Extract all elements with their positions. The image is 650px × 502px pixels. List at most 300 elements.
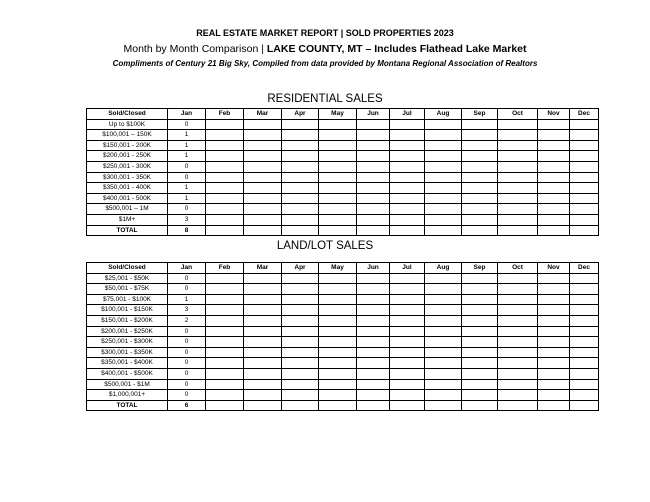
empty-month-cell	[357, 368, 390, 379]
empty-month-cell	[206, 305, 244, 316]
price-range-label: $350,001 - $400K	[87, 358, 168, 369]
empty-month-cell	[570, 368, 599, 379]
empty-month-cell	[282, 294, 319, 305]
empty-month-cell	[538, 119, 570, 130]
empty-month-cell	[462, 204, 498, 215]
jan-value: 0	[168, 390, 206, 401]
empty-month-cell	[206, 326, 244, 337]
column-header: Sold/Closed	[87, 109, 168, 120]
empty-month-cell	[425, 119, 462, 130]
empty-month-cell	[538, 379, 570, 390]
empty-month-cell	[570, 390, 599, 401]
empty-month-cell	[244, 151, 282, 162]
price-range-label: $1M+	[87, 214, 168, 225]
column-header: Sep	[462, 263, 498, 274]
empty-month-cell	[282, 326, 319, 337]
empty-month-cell	[206, 204, 244, 215]
column-header: Mar	[244, 109, 282, 120]
table-row	[87, 347, 599, 358]
empty-month-cell	[570, 130, 599, 141]
empty-month-cell	[538, 214, 570, 225]
empty-month-cell	[498, 294, 538, 305]
empty-month-cell	[570, 140, 599, 151]
jan-value: 0	[168, 379, 206, 390]
empty-month-cell	[390, 315, 425, 326]
empty-month-cell	[244, 273, 282, 284]
report-title: REAL ESTATE MARKET REPORT | SOLD PROPERTIES 2023	[196, 28, 454, 38]
empty-month-cell	[538, 193, 570, 204]
empty-month-cell	[282, 390, 319, 401]
empty-month-cell	[425, 172, 462, 183]
empty-month-cell	[498, 315, 538, 326]
price-range-label: $150,001 - $200K	[87, 315, 168, 326]
empty-month-cell	[538, 183, 570, 194]
empty-month-cell	[357, 315, 390, 326]
empty-month-cell	[462, 140, 498, 151]
column-header: Jun	[357, 263, 390, 274]
empty-month-cell	[425, 294, 462, 305]
empty-month-cell	[498, 390, 538, 401]
table-row	[87, 183, 599, 194]
jan-value: 0	[168, 273, 206, 284]
empty-month-cell	[357, 225, 390, 236]
empty-month-cell	[462, 273, 498, 284]
table-row	[87, 294, 599, 305]
empty-month-cell	[498, 225, 538, 236]
empty-month-cell	[462, 400, 498, 411]
empty-month-cell	[425, 390, 462, 401]
empty-month-cell	[390, 358, 425, 369]
empty-month-cell	[462, 161, 498, 172]
empty-month-cell	[538, 204, 570, 215]
empty-month-cell	[462, 119, 498, 130]
empty-month-cell	[244, 390, 282, 401]
empty-month-cell	[282, 337, 319, 348]
empty-month-cell	[498, 140, 538, 151]
empty-month-cell	[390, 204, 425, 215]
empty-month-cell	[425, 214, 462, 225]
table-row	[87, 119, 599, 130]
price-range-label: $1,000,001+	[87, 390, 168, 401]
table-row	[87, 130, 599, 141]
empty-month-cell	[319, 305, 357, 316]
jan-value: 0	[168, 161, 206, 172]
empty-month-cell	[498, 347, 538, 358]
empty-month-cell	[425, 358, 462, 369]
empty-month-cell	[244, 305, 282, 316]
empty-month-cell	[538, 151, 570, 162]
empty-month-cell	[244, 140, 282, 151]
jan-value: 0	[168, 326, 206, 337]
price-range-label: $250,001 - $300K	[87, 337, 168, 348]
price-range-label: $500,001 - $1M	[87, 379, 168, 390]
column-header: Apr	[282, 263, 319, 274]
empty-month-cell	[570, 326, 599, 337]
empty-month-cell	[570, 294, 599, 305]
empty-month-cell	[319, 161, 357, 172]
residential-sales-title: RESIDENTIAL SALES	[267, 93, 383, 105]
empty-month-cell	[570, 193, 599, 204]
empty-month-cell	[390, 193, 425, 204]
empty-month-cell	[357, 183, 390, 194]
empty-month-cell	[498, 172, 538, 183]
empty-month-cell	[498, 358, 538, 369]
empty-month-cell	[390, 284, 425, 295]
empty-month-cell	[498, 161, 538, 172]
empty-month-cell	[538, 284, 570, 295]
empty-month-cell	[282, 347, 319, 358]
table-row	[87, 326, 599, 337]
empty-month-cell	[319, 140, 357, 151]
empty-month-cell	[425, 326, 462, 337]
empty-month-cell	[570, 172, 599, 183]
empty-month-cell	[538, 305, 570, 316]
empty-month-cell	[244, 183, 282, 194]
empty-month-cell	[357, 273, 390, 284]
empty-month-cell	[244, 130, 282, 141]
table-row	[87, 337, 599, 348]
empty-month-cell	[462, 294, 498, 305]
empty-month-cell	[357, 358, 390, 369]
column-header: Jan	[168, 263, 206, 274]
empty-month-cell	[319, 130, 357, 141]
table-row	[87, 151, 599, 162]
empty-month-cell	[462, 130, 498, 141]
empty-month-cell	[282, 214, 319, 225]
empty-month-cell	[244, 284, 282, 295]
empty-month-cell	[357, 347, 390, 358]
price-range-label: TOTAL	[87, 225, 168, 236]
price-range-label: $75,001 - $100K	[87, 294, 168, 305]
empty-month-cell	[538, 140, 570, 151]
empty-month-cell	[206, 347, 244, 358]
empty-month-cell	[244, 337, 282, 348]
empty-month-cell	[319, 358, 357, 369]
empty-month-cell	[425, 273, 462, 284]
empty-month-cell	[498, 284, 538, 295]
empty-month-cell	[282, 140, 319, 151]
empty-month-cell	[357, 390, 390, 401]
price-range-label: $250,001 - 300K	[87, 161, 168, 172]
jan-value: 0	[168, 368, 206, 379]
empty-month-cell	[425, 161, 462, 172]
empty-month-cell	[425, 130, 462, 141]
empty-month-cell	[538, 390, 570, 401]
empty-month-cell	[244, 119, 282, 130]
price-range-label: $400,001 - 500K	[87, 193, 168, 204]
empty-month-cell	[538, 273, 570, 284]
table-row	[87, 193, 599, 204]
empty-month-cell	[244, 368, 282, 379]
price-range-label: $350,001 - 400K	[87, 183, 168, 194]
empty-month-cell	[282, 172, 319, 183]
empty-month-cell	[538, 400, 570, 411]
price-range-label: $100,001 - $150K	[87, 305, 168, 316]
empty-month-cell	[498, 379, 538, 390]
empty-month-cell	[357, 172, 390, 183]
empty-month-cell	[462, 326, 498, 337]
empty-month-cell	[390, 119, 425, 130]
table-row	[87, 161, 599, 172]
empty-month-cell	[244, 172, 282, 183]
empty-month-cell	[357, 140, 390, 151]
empty-month-cell	[244, 193, 282, 204]
column-header: Dec	[570, 263, 599, 274]
empty-month-cell	[390, 305, 425, 316]
column-header: Jul	[390, 263, 425, 274]
empty-month-cell	[206, 379, 244, 390]
empty-month-cell	[282, 119, 319, 130]
empty-month-cell	[206, 400, 244, 411]
empty-month-cell	[206, 284, 244, 295]
empty-month-cell	[538, 337, 570, 348]
empty-month-cell	[498, 326, 538, 337]
empty-month-cell	[206, 172, 244, 183]
empty-month-cell	[538, 315, 570, 326]
table-header-row	[87, 109, 599, 120]
empty-month-cell	[425, 379, 462, 390]
empty-month-cell	[538, 358, 570, 369]
empty-month-cell	[319, 172, 357, 183]
empty-month-cell	[462, 358, 498, 369]
empty-month-cell	[570, 183, 599, 194]
jan-value: 3	[168, 305, 206, 316]
empty-month-cell	[570, 305, 599, 316]
jan-value: 0	[168, 204, 206, 215]
empty-month-cell	[425, 225, 462, 236]
empty-month-cell	[462, 379, 498, 390]
empty-month-cell	[319, 151, 357, 162]
empty-month-cell	[570, 337, 599, 348]
empty-month-cell	[570, 214, 599, 225]
empty-month-cell	[244, 294, 282, 305]
empty-month-cell	[357, 119, 390, 130]
empty-month-cell	[498, 204, 538, 215]
subtitle-market: LAKE COUNTY, MT – Includes Flathead Lake Market	[266, 43, 527, 55]
empty-month-cell	[462, 284, 498, 295]
empty-month-cell	[570, 151, 599, 162]
empty-month-cell	[425, 337, 462, 348]
column-header: Mar	[244, 263, 282, 274]
empty-month-cell	[357, 400, 390, 411]
empty-month-cell	[282, 273, 319, 284]
empty-month-cell	[282, 183, 319, 194]
empty-month-cell	[462, 172, 498, 183]
empty-month-cell	[425, 193, 462, 204]
jan-value: 1	[168, 183, 206, 194]
empty-month-cell	[319, 315, 357, 326]
jan-value: 2	[168, 315, 206, 326]
report-subtitle	[0, 43, 650, 55]
empty-month-cell	[282, 284, 319, 295]
empty-month-cell	[425, 151, 462, 162]
price-range-label: $50,001 - $75K	[87, 284, 168, 295]
empty-month-cell	[244, 326, 282, 337]
empty-month-cell	[462, 337, 498, 348]
empty-month-cell	[390, 400, 425, 411]
table-row	[87, 315, 599, 326]
empty-month-cell	[282, 193, 319, 204]
empty-month-cell	[357, 284, 390, 295]
empty-month-cell	[570, 119, 599, 130]
empty-month-cell	[357, 161, 390, 172]
table-row	[87, 284, 599, 295]
empty-month-cell	[570, 225, 599, 236]
table-row	[87, 379, 599, 390]
empty-month-cell	[244, 347, 282, 358]
empty-month-cell	[462, 183, 498, 194]
empty-month-cell	[390, 379, 425, 390]
column-header: May	[319, 263, 357, 274]
empty-month-cell	[319, 294, 357, 305]
empty-month-cell	[206, 119, 244, 130]
total-row	[87, 400, 599, 411]
empty-month-cell	[206, 368, 244, 379]
empty-month-cell	[206, 130, 244, 141]
jan-value: 0	[168, 284, 206, 295]
table-row	[87, 273, 599, 284]
table-row	[87, 204, 599, 215]
empty-month-cell	[498, 193, 538, 204]
empty-month-cell	[462, 347, 498, 358]
subtitle-prefix: Month by Month Comparison |	[123, 43, 267, 55]
empty-month-cell	[319, 119, 357, 130]
empty-month-cell	[390, 368, 425, 379]
empty-month-cell	[538, 347, 570, 358]
empty-month-cell	[282, 225, 319, 236]
empty-month-cell	[390, 347, 425, 358]
empty-month-cell	[319, 400, 357, 411]
column-header: Feb	[206, 109, 244, 120]
empty-month-cell	[570, 358, 599, 369]
empty-month-cell	[319, 204, 357, 215]
jan-value: 0	[168, 337, 206, 348]
jan-value: 0	[168, 172, 206, 183]
empty-month-cell	[390, 273, 425, 284]
empty-month-cell	[462, 368, 498, 379]
empty-month-cell	[498, 400, 538, 411]
jan-value: 3	[168, 214, 206, 225]
column-header: Nov	[538, 263, 570, 274]
empty-month-cell	[570, 347, 599, 358]
empty-month-cell	[357, 379, 390, 390]
empty-month-cell	[244, 214, 282, 225]
empty-month-cell	[538, 225, 570, 236]
column-header: Jan	[168, 109, 206, 120]
empty-month-cell	[390, 130, 425, 141]
table-row	[87, 214, 599, 225]
jan-value: 6	[168, 400, 206, 411]
jan-value: 0	[168, 358, 206, 369]
empty-month-cell	[206, 140, 244, 151]
jan-value: 1	[168, 193, 206, 204]
empty-month-cell	[357, 326, 390, 337]
price-range-label: $400,001 - $500K	[87, 368, 168, 379]
jan-value: 8	[168, 225, 206, 236]
empty-month-cell	[462, 214, 498, 225]
price-range-label: $25,001 - $50K	[87, 273, 168, 284]
empty-month-cell	[498, 368, 538, 379]
empty-month-cell	[206, 390, 244, 401]
empty-month-cell	[206, 358, 244, 369]
empty-month-cell	[462, 390, 498, 401]
empty-month-cell	[244, 204, 282, 215]
empty-month-cell	[282, 204, 319, 215]
empty-month-cell	[498, 130, 538, 141]
jan-value: 0	[168, 347, 206, 358]
empty-month-cell	[319, 183, 357, 194]
empty-month-cell	[206, 225, 244, 236]
empty-month-cell	[319, 379, 357, 390]
empty-month-cell	[390, 161, 425, 172]
empty-month-cell	[206, 183, 244, 194]
empty-month-cell	[319, 347, 357, 358]
empty-month-cell	[570, 204, 599, 215]
table-row	[87, 358, 599, 369]
table-row	[87, 305, 599, 316]
residential-sales-table	[86, 108, 599, 236]
column-header: Oct	[498, 109, 538, 120]
empty-month-cell	[206, 294, 244, 305]
empty-month-cell	[319, 326, 357, 337]
empty-month-cell	[462, 305, 498, 316]
empty-month-cell	[570, 273, 599, 284]
empty-month-cell	[570, 161, 599, 172]
empty-month-cell	[390, 326, 425, 337]
column-header: Jun	[357, 109, 390, 120]
empty-month-cell	[425, 140, 462, 151]
empty-month-cell	[390, 172, 425, 183]
empty-month-cell	[357, 204, 390, 215]
empty-month-cell	[425, 284, 462, 295]
empty-month-cell	[282, 130, 319, 141]
empty-month-cell	[282, 400, 319, 411]
empty-month-cell	[319, 225, 357, 236]
empty-month-cell	[319, 193, 357, 204]
empty-month-cell	[282, 151, 319, 162]
column-header: Jul	[390, 109, 425, 120]
price-range-label: $300,001 - 350K	[87, 172, 168, 183]
empty-month-cell	[319, 390, 357, 401]
empty-month-cell	[282, 379, 319, 390]
empty-month-cell	[425, 368, 462, 379]
empty-month-cell	[282, 305, 319, 316]
empty-month-cell	[498, 273, 538, 284]
empty-month-cell	[425, 400, 462, 411]
empty-month-cell	[244, 379, 282, 390]
empty-month-cell	[390, 151, 425, 162]
empty-month-cell	[462, 315, 498, 326]
empty-month-cell	[498, 119, 538, 130]
empty-month-cell	[206, 337, 244, 348]
column-header: Nov	[538, 109, 570, 120]
empty-month-cell	[425, 204, 462, 215]
empty-month-cell	[390, 214, 425, 225]
jan-value: 0	[168, 119, 206, 130]
column-header: Aug	[425, 109, 462, 120]
empty-month-cell	[425, 347, 462, 358]
empty-month-cell	[319, 214, 357, 225]
empty-month-cell	[498, 151, 538, 162]
price-range-label: Up to $100K	[87, 119, 168, 130]
empty-month-cell	[357, 337, 390, 348]
empty-month-cell	[390, 390, 425, 401]
column-header: Oct	[498, 263, 538, 274]
empty-month-cell	[244, 315, 282, 326]
empty-month-cell	[357, 151, 390, 162]
empty-month-cell	[570, 315, 599, 326]
table-row	[87, 172, 599, 183]
